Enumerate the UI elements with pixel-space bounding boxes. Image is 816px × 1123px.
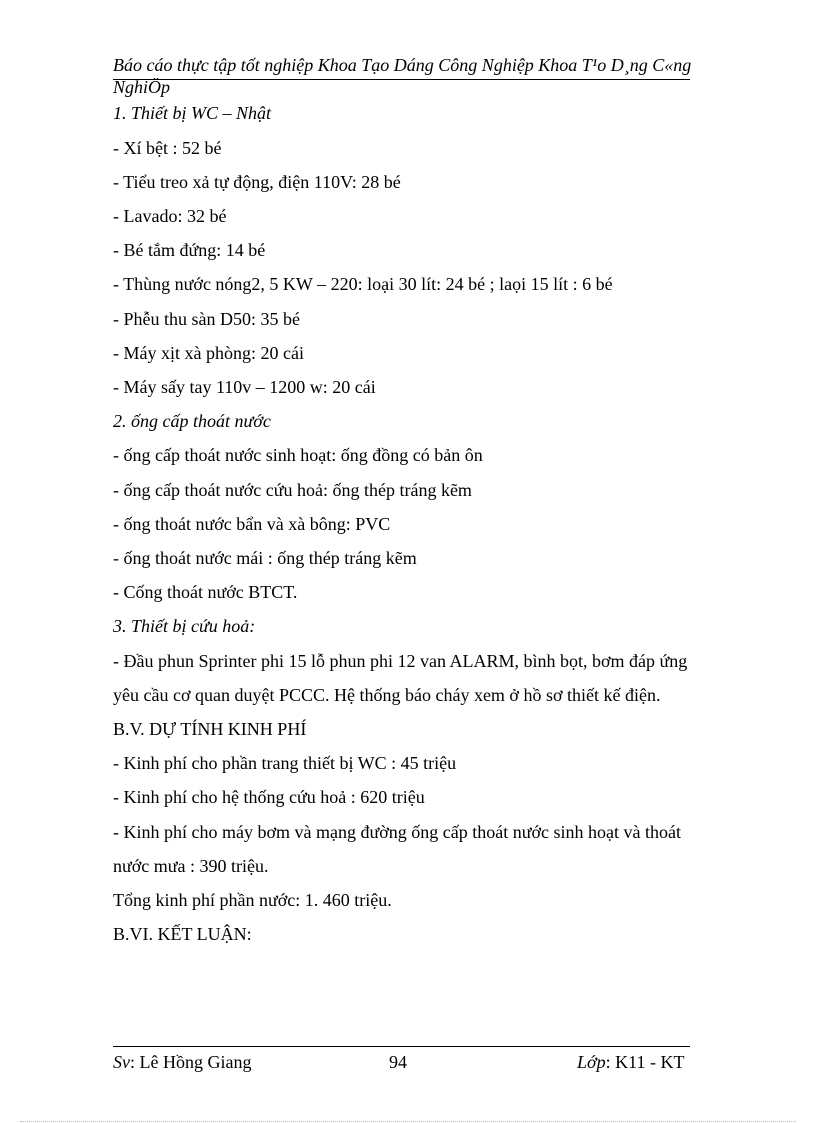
list-item: - Lavado: 32 bé xyxy=(113,206,227,226)
class-value: : K11 - KT xyxy=(605,1052,685,1072)
list-item: - Cống thoát nước BTCT. xyxy=(113,582,298,602)
list-item: - Kinh phí cho phần trang thiết bị WC : 45 triệu xyxy=(113,753,457,773)
list-item: - Bé tắm đứng: 14 bé xyxy=(113,240,266,260)
list-item: - Kinh phí cho hệ thống cứu hoả : 620 triệu xyxy=(113,787,425,807)
list-item: - Tiểu treo xả tự động, điện 110V: 28 bé xyxy=(113,172,401,192)
total-budget: Tổng kinh phí phần nước: 1. 460 triệu. xyxy=(113,890,392,910)
list-item: - ống thoát nước bẩn và xà bông: PVC xyxy=(113,514,391,534)
section-heading-wc: 1. Thiết bị WC – Nhật xyxy=(113,103,272,123)
list-item: - ống cấp thoát nước sinh hoạt: ống đồng có bản ôn xyxy=(113,445,483,465)
student-label: Sv xyxy=(113,1052,130,1072)
list-item: - ống cấp thoát nước cứu hoả: ống thép tráng kẽm xyxy=(113,480,472,500)
page-header: Báo cáo thực tập tốt nghiệp Khoa Tạo Dáng Công Nghiệp Khoa T¹o D¸ng C«ng NghiÖp xyxy=(113,55,692,97)
section-heading-conclusion: B.VI. KẾT LUẬN: xyxy=(113,924,252,944)
list-item-continuation: nước mưa : 390 triệu. xyxy=(113,856,269,876)
page-number: 94 xyxy=(389,1052,407,1072)
student-name: : Lê Hồng Giang xyxy=(130,1052,252,1072)
list-item: - ống thoát nước mái : ống thép tráng kẽm xyxy=(113,548,417,568)
section-heading-fire: 3. Thiết bị cứu hoả: xyxy=(113,616,256,636)
list-item: - Xí bệt : 52 bé xyxy=(113,138,222,158)
footer-class xyxy=(577,1051,684,1073)
footer-rule xyxy=(113,1046,690,1047)
page-edge-divider xyxy=(20,1121,796,1122)
list-item: - Máy xịt xà phòng: 20 cái xyxy=(113,343,304,363)
list-item: - Phễu thu sàn D50: 35 bé xyxy=(113,309,300,329)
list-item: - Đầu phun Sprinter phi 15 lỗ phun phi 12 van ALARM, bình bọt, bơm đáp ứng xyxy=(113,651,688,671)
footer-student xyxy=(113,1051,251,1073)
section-heading-pipes: 2. ống cấp thoát nước xyxy=(113,411,271,431)
header-rule xyxy=(113,79,690,80)
class-label: Lớp xyxy=(577,1052,606,1072)
list-item: - Thùng nước nóng2, 5 KW – 220: loại 30 lít: 24 bé ; laọi 15 lít : 6 bé xyxy=(113,274,613,294)
list-item-continuation: yêu cầu cơ quan duyệt PCCC. Hệ thống báo cháy xem ở hồ sơ thiết kế điện. xyxy=(113,685,661,705)
section-heading-budget: B.V. DỰ TÍNH KINH PHÍ xyxy=(113,719,307,739)
list-item: - Kinh phí cho máy bơm và mạng đường ống cấp thoát nước sinh hoạt và thoát xyxy=(113,822,681,842)
list-item: - Máy sấy tay 110v – 1200 w: 20 cái xyxy=(113,377,376,397)
